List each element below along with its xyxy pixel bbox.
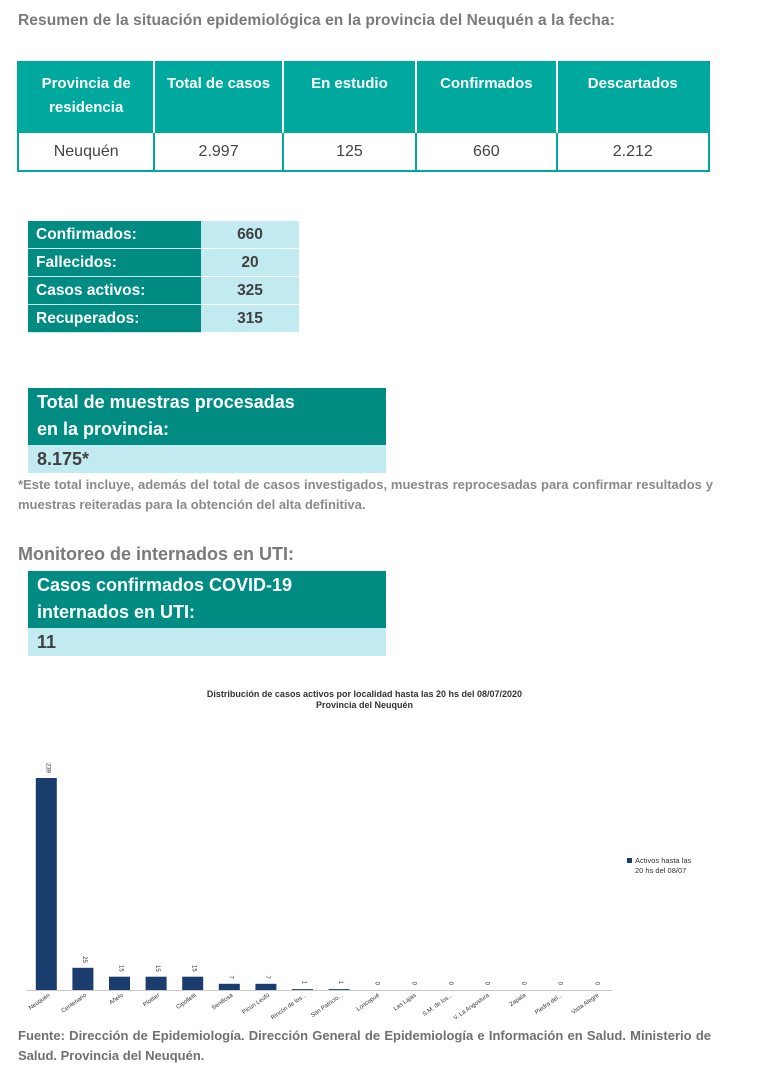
legend-swatch [627, 858, 632, 863]
samples-box [28, 388, 386, 473]
bar-data-label: 0 [410, 981, 417, 985]
bar-data-label: 15 [117, 965, 124, 972]
chart-bar [146, 977, 167, 990]
bar-data-label: 0 [556, 981, 563, 985]
x-tick-label: V. La Angostura [452, 992, 491, 1022]
bar-data-label: 7 [227, 975, 234, 979]
monitor-title: Monitoreo de internados en UTI: [18, 544, 295, 564]
stats-value: 325 [201, 277, 299, 305]
bar-data-label: 25 [80, 956, 87, 963]
cell-total-casos: 2.997 [154, 132, 282, 171]
bar-data-label: 0 [446, 981, 453, 985]
stats-row-fallecidos [28, 249, 299, 277]
table-row [18, 132, 709, 171]
stats-value: 660 [201, 221, 299, 249]
chart-title: Distribución de casos activos por localidad hasta las 20 hs del 08/07/2020 [206, 689, 523, 699]
stats-value: 315 [201, 305, 299, 333]
x-tick-label: Vista Alegre [570, 992, 601, 1016]
legend-label: Activos hasta las [635, 856, 692, 865]
uti-box-line2: internados en UTI: [37, 602, 196, 622]
x-tick-label: Añelo [108, 992, 125, 1007]
summary-header-row [18, 62, 709, 132]
x-tick-label: San Patricio... [310, 992, 345, 1020]
chart-plot [0, 680, 769, 1025]
samples-box-line1: Total de muestras procesadas [37, 392, 295, 412]
stats-label: Fallecidos: [28, 249, 201, 277]
chart-bar [109, 977, 130, 990]
cell-confirmados: 660 [416, 132, 556, 171]
stats-label: Recuperados: [28, 305, 201, 333]
samples-box-line2: en la provincia: [37, 419, 170, 439]
x-tick-label: Senillosa [211, 992, 235, 1012]
col-en-estudio: En estudio [283, 62, 416, 132]
x-tick-label: Zapala [508, 992, 528, 1009]
bar-data-label: 0 [520, 981, 527, 985]
col-provincia: Provincia de residencia [18, 62, 154, 132]
chart-bar [255, 984, 276, 990]
uti-box [28, 571, 386, 656]
chart-bar [329, 989, 350, 990]
bar-data-label: 239 [44, 762, 51, 773]
page-heading: Resumen de la situación epidemiológica en la provincia del Neuquén a la fecha: [18, 12, 615, 29]
chart-bar [36, 778, 57, 990]
bar-data-label: 15 [154, 965, 161, 972]
x-tick-label: Neuquén [28, 992, 52, 1012]
chart-subtitle: Provincia del Neuquén [315, 700, 414, 710]
x-tick-label: Plottier [142, 992, 162, 1009]
x-tick-label: Rincón de los... [270, 992, 308, 1022]
col-total-casos: Total de casos [154, 62, 282, 132]
x-tick-label: S.M. de los... [421, 992, 455, 1018]
bar-data-label: 7 [263, 975, 270, 979]
legend-label: 20 hs del 08/07 [635, 866, 687, 875]
samples-note: *Este total incluye, además del total de casos investigados, muestras reprocesadas para confirmar resultados y muestras reiteradas para la obtención del alta definitiva. [18, 477, 713, 512]
samples-box-header [28, 388, 386, 445]
active-cases-chart [0, 680, 769, 1025]
stats-label: Confirmados: [28, 221, 201, 249]
stats-value: 20 [201, 249, 299, 277]
col-confirmados: Confirmados [416, 62, 556, 132]
chart-bar [182, 977, 203, 990]
x-tick-label: Picún Leufú [241, 992, 272, 1016]
stats-row-activos [28, 277, 299, 305]
samples-box-value: 8.175* [28, 445, 386, 473]
bar-data-label: 0 [593, 981, 600, 985]
stats-label: Casos activos: [28, 277, 201, 305]
chart-bar [72, 968, 93, 990]
stats-row-recuperados [28, 305, 299, 333]
col-descartados: Descartados [557, 62, 709, 132]
chart-bar [292, 989, 313, 990]
cell-descartados: 2.212 [557, 132, 709, 171]
uti-box-header [28, 571, 386, 628]
stats-row-confirmados [28, 221, 299, 249]
cell-provincia: Neuquén [18, 132, 154, 171]
uti-box-line1: Casos confirmados COVID-19 [37, 575, 293, 595]
bar-data-label: 1 [300, 980, 307, 985]
uti-box-value: 11 [28, 628, 386, 656]
chart-bar [219, 984, 240, 990]
x-tick-label: Loncopué [355, 992, 381, 1013]
summary-table [17, 61, 710, 172]
bar-data-label: 1 [337, 980, 344, 985]
source-note: Fuente: Dirección de Epidemiología. Dirección General de Epidemiología e Información en Salud. Ministerio de Salud. Provincia del Neuquén. [18, 1028, 711, 1063]
bar-data-label: 0 [373, 981, 380, 985]
x-tick-label: Piedra del... [534, 992, 564, 1017]
stats-table [28, 221, 299, 333]
x-tick-label: Las Lajas [392, 992, 418, 1013]
bar-data-label: 0 [483, 981, 490, 985]
bar-data-label: 15 [190, 965, 197, 972]
x-tick-label: Cipolletti [175, 992, 198, 1011]
cell-en-estudio: 125 [283, 132, 416, 171]
x-tick-label: Centenario [60, 992, 89, 1015]
